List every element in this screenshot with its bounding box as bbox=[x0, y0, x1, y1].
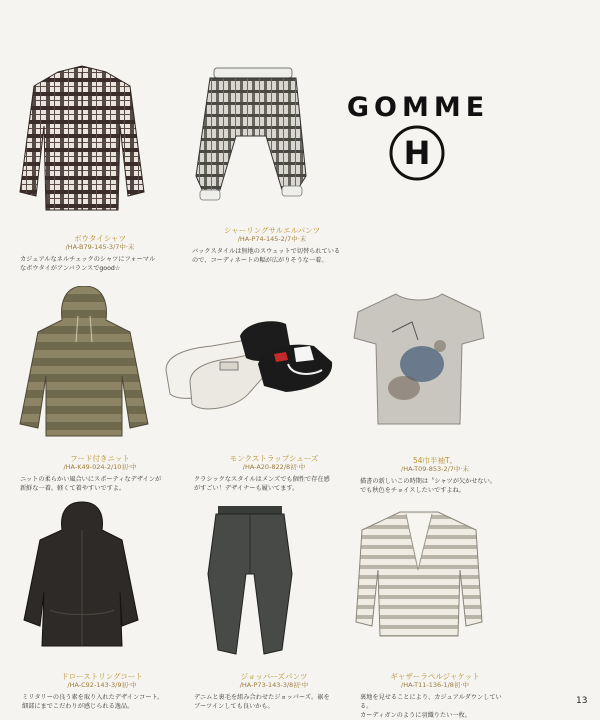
product-code: /HA-C92-143-3/9初·中 bbox=[67, 681, 137, 689]
product-code: /HA-T09-853-2/7中·末 bbox=[401, 465, 469, 473]
caption-drawstring-coat bbox=[22, 672, 182, 711]
product-description bbox=[192, 247, 352, 265]
product-name: ドローストリングコート bbox=[61, 672, 143, 681]
description-line: なボウタイがアンバランスでgood☆ bbox=[20, 265, 121, 272]
product-name: フード付きニット bbox=[70, 454, 130, 463]
product-image-printed-tshirt bbox=[352, 292, 486, 428]
product-image-jodhpur-pants bbox=[202, 504, 298, 658]
product-description bbox=[20, 475, 180, 493]
product-image-drawstring-coat bbox=[22, 500, 140, 650]
description-line: ので、コーディネートの幅が広がりそうな一着。 bbox=[192, 257, 328, 264]
description-line: 描書の新しいこの時期は〝シャツが欠かせない。 bbox=[360, 478, 496, 485]
description-line: でも秋色をチョイスしたいですよね。 bbox=[360, 487, 465, 494]
product-description bbox=[360, 477, 510, 495]
product-description bbox=[194, 693, 354, 711]
description-line: カジュアルなネルチェックのシャツにフォーマル bbox=[20, 256, 156, 263]
caption-hooded-knit bbox=[20, 454, 180, 493]
product-image-bowtie-shirt bbox=[18, 64, 146, 216]
product-description bbox=[22, 693, 182, 711]
product-name: モンクストラップシューズ bbox=[229, 454, 319, 463]
product-code: /HA-B79-145-3/7中·末 bbox=[65, 243, 135, 251]
caption-gather-lapel-jacket bbox=[360, 672, 510, 720]
description-line: がすごい！デザイナーも履いてます。 bbox=[194, 485, 299, 492]
brand-logo bbox=[388, 124, 446, 182]
caption-jodhpur-pants bbox=[194, 672, 354, 711]
product-name: ギャザーラペルジャケット bbox=[390, 672, 480, 681]
product-description bbox=[194, 475, 354, 493]
description-line: バックスタイルは無地のスウェットで切替られている bbox=[192, 248, 341, 255]
description-line: ブーツインしても良いかも。 bbox=[194, 703, 274, 710]
product-code: /HA-K49-024-2/10初·中 bbox=[63, 463, 137, 471]
description-line: 裏地を見せることにより、カジュアルダウンしている。 bbox=[360, 694, 502, 710]
product-code: /HA-P74-145-2/7中·末 bbox=[237, 235, 307, 243]
product-image-gather-lapel-jacket bbox=[354, 510, 484, 640]
description-line: カーディガンのように羽織りたい一枚。 bbox=[360, 712, 471, 719]
description-line: 新鮮な一着。軽くて着やすいですよ。 bbox=[20, 485, 126, 492]
caption-printed-tshirt bbox=[360, 456, 510, 495]
product-name: ボウタイシャツ bbox=[73, 234, 127, 243]
description-line: クラシックなスタイルはメンズでも個性で存在感 bbox=[194, 476, 330, 483]
product-name: シャーリングサルエルパンツ bbox=[223, 226, 321, 235]
product-code: /HA-A20-822/8初·中 bbox=[242, 463, 306, 471]
caption-bowtie-shirt bbox=[20, 234, 180, 273]
product-name: ジョッパーズパンツ bbox=[240, 672, 308, 681]
product-name: 54巾半袖T。 bbox=[412, 456, 458, 465]
caption-monk-strap-shoes bbox=[194, 454, 354, 493]
description-line: 細部にまでこだわりが感じられる逸品。 bbox=[22, 703, 134, 710]
product-description bbox=[20, 255, 180, 273]
product-code: /HA-T11-136-1/8初·中 bbox=[401, 681, 469, 689]
caption-sarrouel-pants bbox=[192, 226, 352, 265]
product-code: /HA-P73-143-3/8初·中 bbox=[239, 681, 309, 689]
description-line: ミリタリーの良う素を取り入れたデザインコート。 bbox=[22, 694, 164, 701]
description-line: デニムと裏毛を組み合わせたジョッパーズ。裾を bbox=[194, 694, 330, 701]
brand-logo-letter: H bbox=[403, 134, 431, 172]
product-image-sarrouel-pants bbox=[192, 66, 310, 206]
description-line: ニットの柔らかい風合いにスポーティなデザインが bbox=[20, 476, 162, 483]
brand-name: GOMME bbox=[346, 92, 490, 123]
page-number: 13 bbox=[576, 696, 588, 706]
product-image-hooded-knit bbox=[18, 286, 150, 438]
product-image-monk-strap-shoes bbox=[162, 318, 340, 412]
